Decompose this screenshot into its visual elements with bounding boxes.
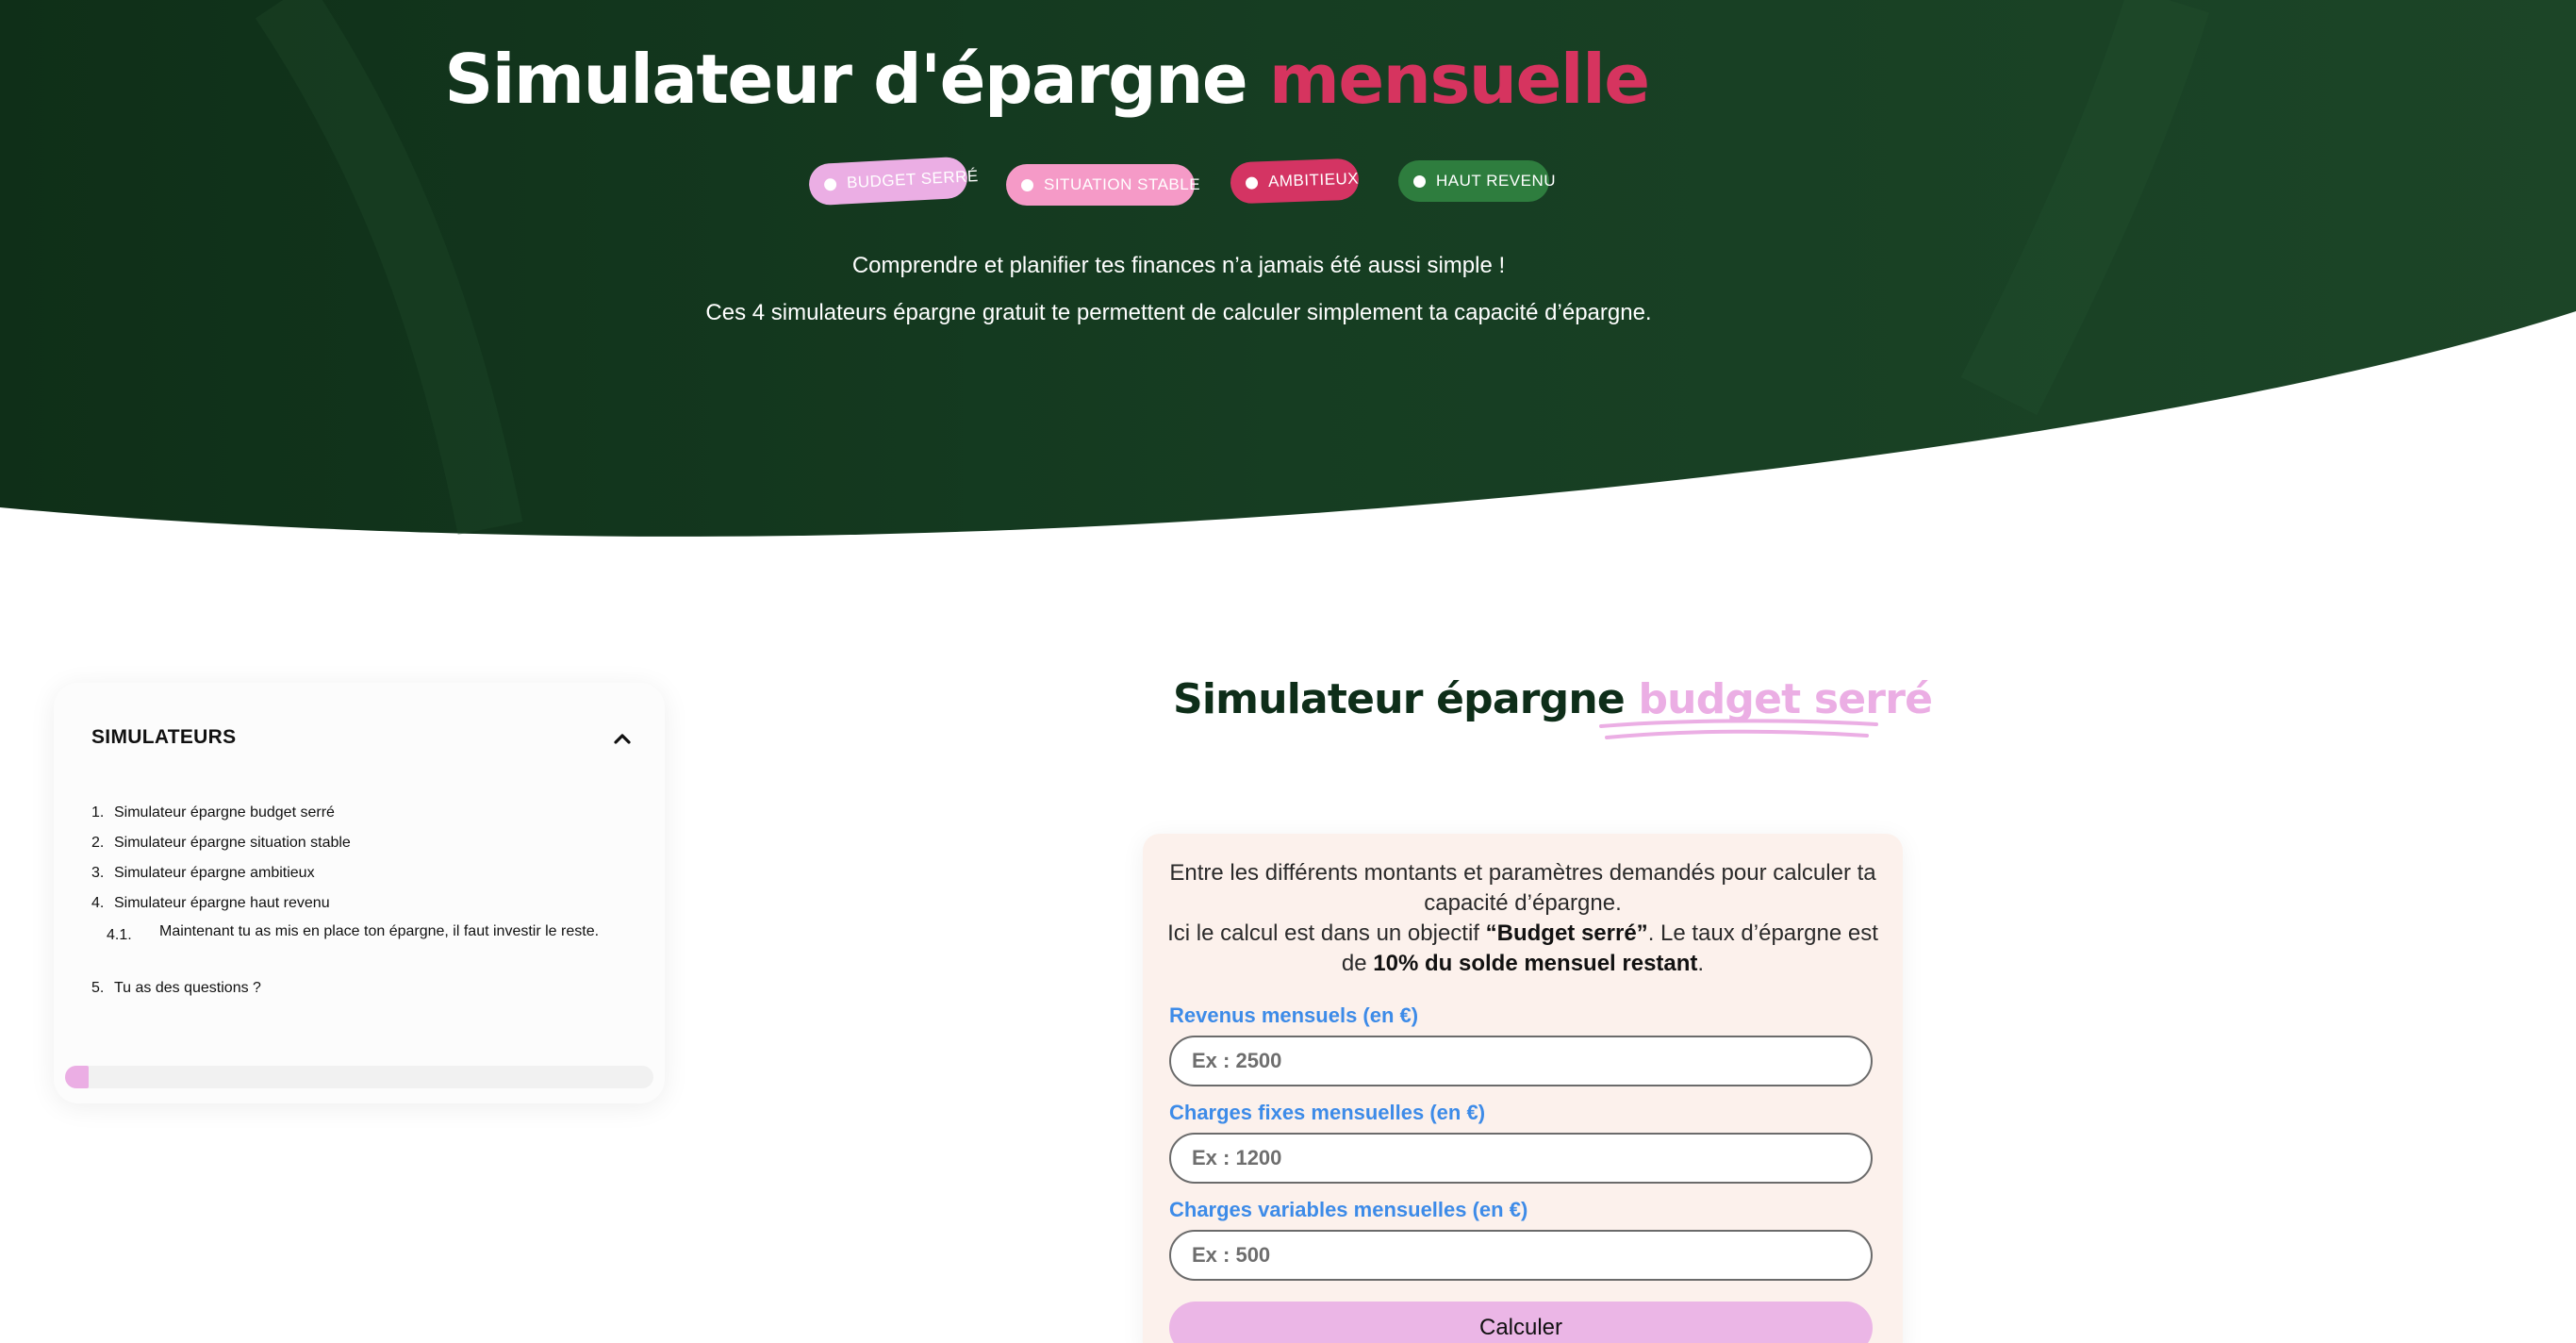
reading-progress-fill bbox=[65, 1066, 89, 1088]
badge-label: SITUATION STABLE bbox=[1044, 175, 1201, 193]
toc-item-label: Simulateur épargne haut revenu bbox=[114, 895, 330, 911]
scribble-underline-icon bbox=[1593, 717, 1884, 745]
revenus-label: Revenus mensuels (en €) bbox=[1169, 1003, 1419, 1027]
dot-icon bbox=[1246, 176, 1258, 189]
calculate-button[interactable]: Calculer bbox=[1169, 1302, 1873, 1343]
hero-subtitle-1: Comprendre et planifier tes finances n’a jamais été aussi simple ! bbox=[851, 253, 1506, 278]
toc-item-number: 5. bbox=[91, 980, 105, 996]
revenus-input[interactable] bbox=[1169, 1036, 1873, 1086]
hero-title bbox=[0, 40, 2093, 119]
toc-item-label: Simulateur épargne situation stable bbox=[114, 835, 351, 851]
toc-header[interactable] bbox=[91, 721, 638, 754]
toc-item-number: 1. bbox=[91, 804, 105, 821]
toc-title: SIMULATEURS bbox=[91, 726, 237, 748]
card-intro-text: . bbox=[1697, 951, 1705, 976]
simulator-card bbox=[1143, 834, 1903, 1343]
toc-item-label: Simulateur épargne budget serré bbox=[114, 804, 335, 821]
chevron-up-icon[interactable] bbox=[606, 722, 638, 754]
badge-label: HAUT REVENU bbox=[1436, 172, 1557, 190]
section-title-accent: budget serré bbox=[1638, 675, 1933, 723]
toc-item-label: Tu as des questions ? bbox=[114, 980, 261, 996]
card-intro-text: . Le taux d’épargne est de bbox=[1341, 920, 1878, 976]
charges-variables-input[interactable] bbox=[1169, 1230, 1873, 1281]
toc-list bbox=[91, 798, 638, 1003]
card-intro-text: Ici le calcul est dans un objectif bbox=[1167, 920, 1486, 946]
toc-item-number: 3. bbox=[91, 865, 105, 881]
hero-title-main: Simulateur d'épargne bbox=[444, 40, 1247, 119]
badge-situation-stable[interactable] bbox=[1006, 164, 1201, 206]
dot-icon bbox=[1021, 179, 1033, 191]
dot-icon bbox=[824, 178, 837, 191]
category-badges bbox=[809, 158, 1563, 206]
badge-budget-serre[interactable] bbox=[808, 157, 980, 207]
hero-title-accent: mensuelle bbox=[1268, 40, 1649, 119]
card-intro-goal: “Budget serré” bbox=[1485, 920, 1648, 946]
charges-fixes-label: Charges fixes mensuelles (en €) bbox=[1169, 1101, 1486, 1124]
hero-subtitle-2: Ces 4 simulateurs épargne gratuit te permettent de calculer simplement ta capacité d’épargne. bbox=[705, 300, 1652, 325]
charges-variables-label: Charges variables mensuelles (en €) bbox=[1169, 1198, 1528, 1221]
toc-item-ambitieux[interactable] bbox=[91, 858, 638, 888]
badge-label: BUDGET SERRÉ bbox=[846, 166, 980, 192]
hero-banner bbox=[0, 0, 2576, 547]
toc-item-label: Maintenant tu as mis en place ton épargne, il faut investir le reste. bbox=[159, 923, 600, 939]
toc-item-number: 2. bbox=[91, 835, 105, 851]
toc-item-situation-stable[interactable] bbox=[91, 828, 638, 858]
toc-item-number: 4.1. bbox=[107, 927, 132, 943]
card-intro-line-1: Entre les différents montants et paramètres demandés pour calculer ta capacité d’épargne. bbox=[1169, 860, 1876, 916]
simulators-toc bbox=[54, 683, 665, 1103]
card-intro bbox=[1162, 858, 1884, 979]
toc-item-budget-serre[interactable] bbox=[91, 798, 638, 828]
dot-icon bbox=[1413, 175, 1426, 188]
toc-item-questions[interactable] bbox=[91, 973, 638, 1003]
badge-haut-revenu[interactable] bbox=[1398, 160, 1557, 202]
card-intro-rate: 10% du solde mensuel restant bbox=[1373, 951, 1698, 976]
section-title-main: Simulateur épargne bbox=[1173, 675, 1625, 723]
charges-fixes-input[interactable] bbox=[1169, 1133, 1873, 1184]
toc-subitem-investir[interactable] bbox=[91, 920, 638, 973]
badge-label: AMBITIEUX bbox=[1267, 169, 1360, 191]
badge-ambitieux[interactable] bbox=[1230, 158, 1359, 205]
reading-progress-bar bbox=[65, 1066, 653, 1088]
toc-item-number: 4. bbox=[91, 895, 105, 911]
toc-item-haut-revenu[interactable] bbox=[91, 888, 638, 919]
toc-item-label: Simulateur épargne ambitieux bbox=[114, 865, 315, 881]
